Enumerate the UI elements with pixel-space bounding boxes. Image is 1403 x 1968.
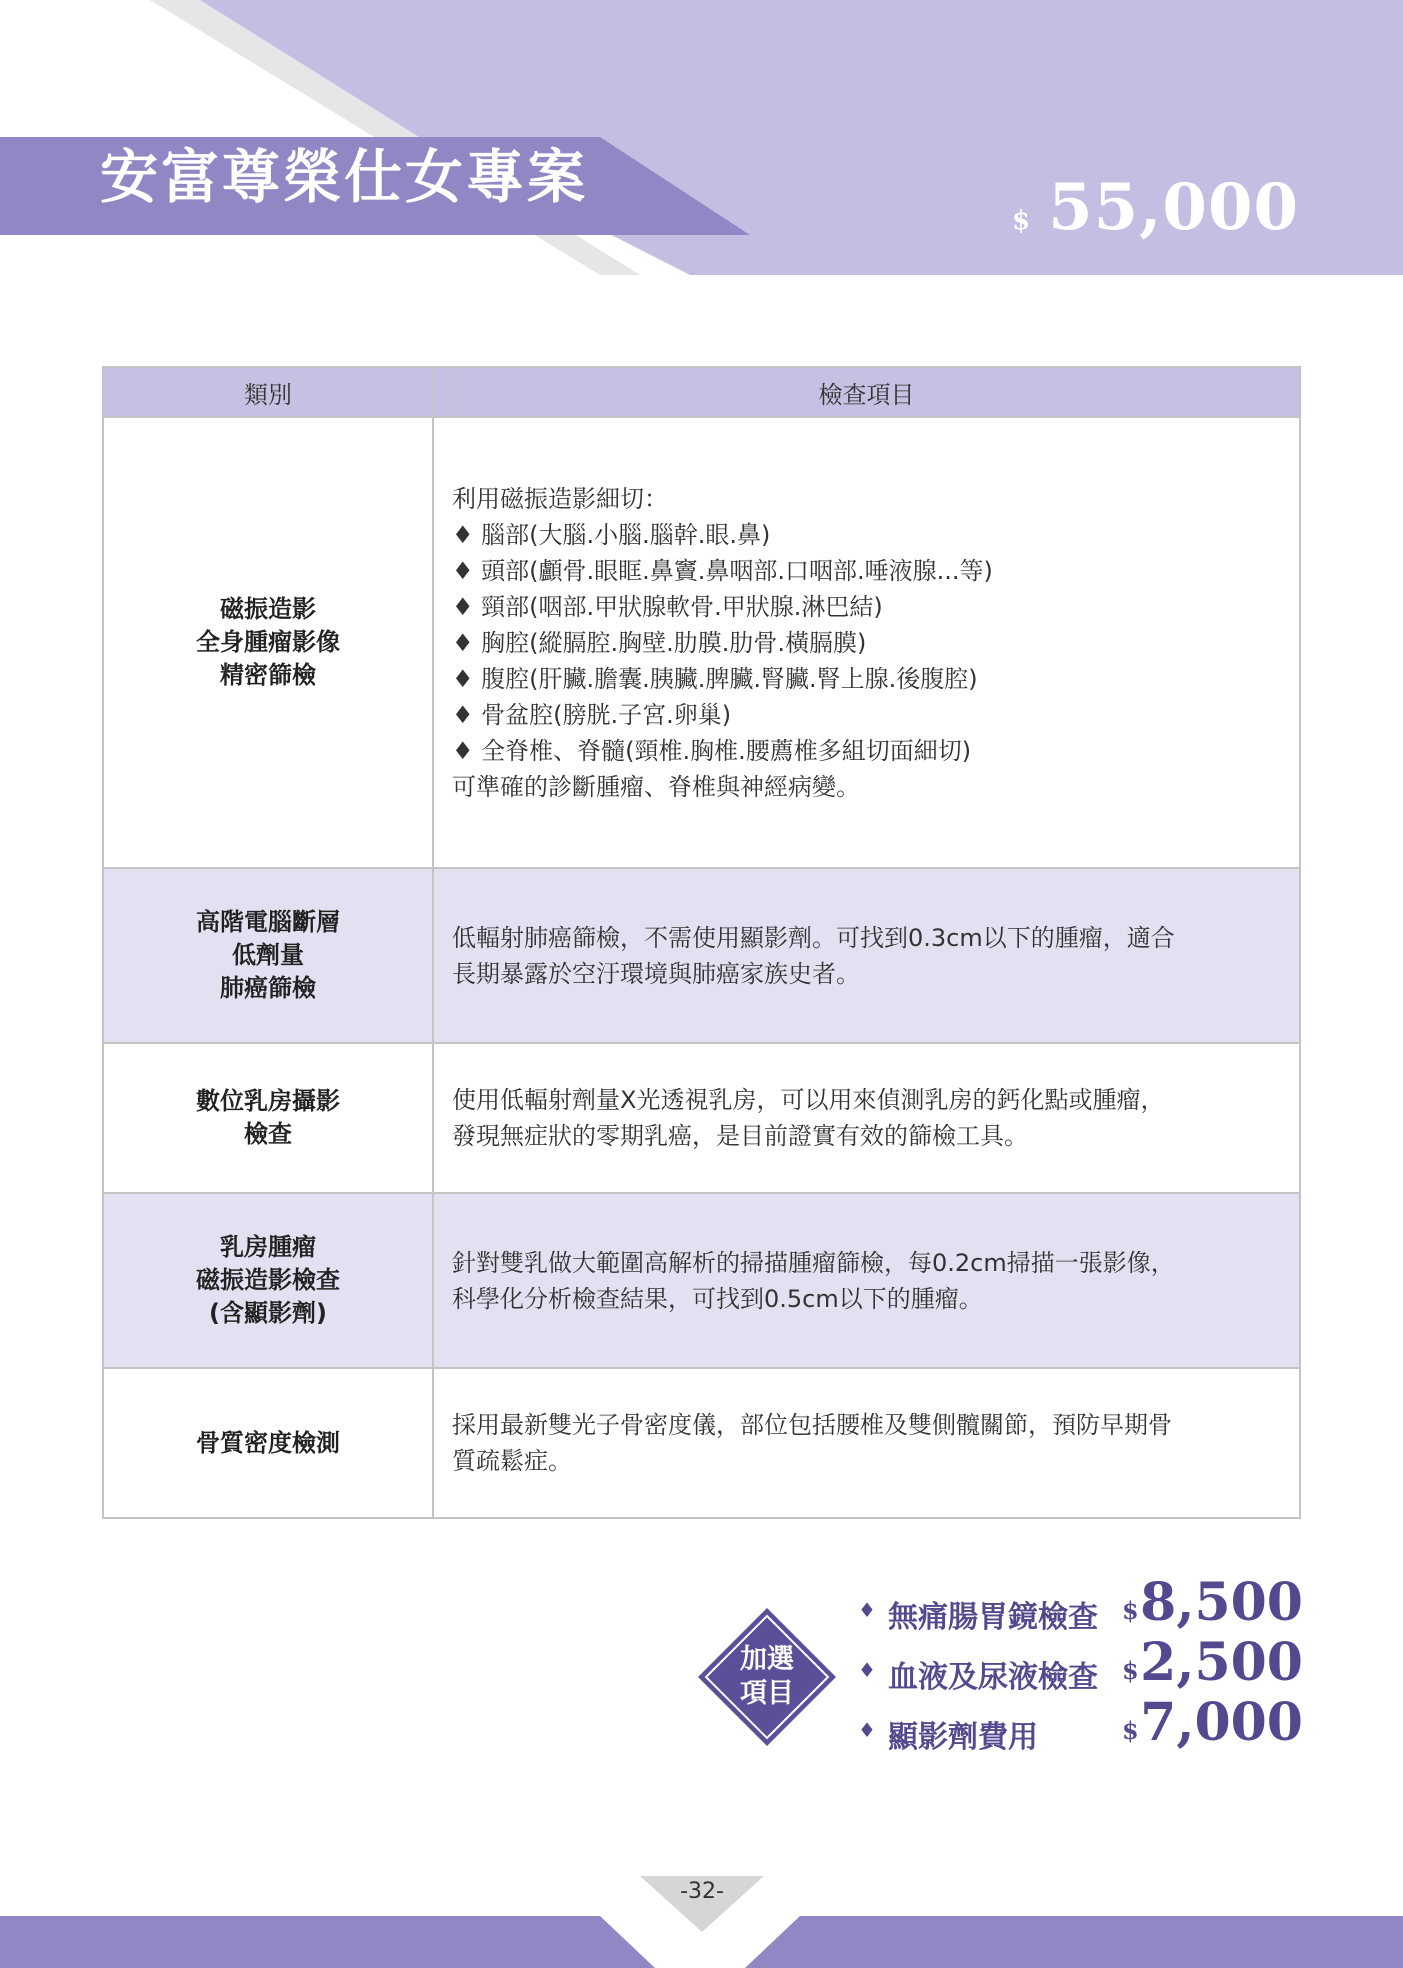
addon-item (858, 1574, 1303, 1634)
addon-item-price: 7,000 (1140, 1692, 1303, 1753)
description-line: ♦ 頸部(咽部.甲狀腺軟骨.甲狀腺.淋巴結) (452, 592, 883, 621)
description-line: 長期暴露於空汙環境與肺癌家族史者。 (452, 959, 860, 988)
package-price (1011, 170, 1299, 245)
addon-badge-label (697, 1643, 837, 1711)
package-price-currency: $ (1011, 206, 1031, 236)
description-line: ♦ 骨盆腔(膀胱.子宮.卵巢) (452, 700, 732, 729)
table-row (103, 868, 1300, 1043)
addon-list (858, 1574, 1303, 1754)
row-category (103, 1043, 433, 1193)
package-price-amount: 55,000 (1048, 170, 1299, 245)
category-line: 肺癌篩檢 (220, 974, 316, 1002)
category-line: 數位乳房攝影 (196, 1087, 340, 1115)
table-row (103, 417, 1300, 868)
addon-badge-line: 項目 (740, 1678, 794, 1709)
exam-table (102, 366, 1301, 1519)
category-line: (含顯影劑) (209, 1299, 327, 1327)
category-line: 低劑量 (232, 941, 304, 969)
description-line: 低輻射肺癌篩檢，不需使用顯影劑。可找到0.3cm以下的腫瘤，適合 (452, 923, 1175, 952)
row-category (103, 1368, 433, 1518)
addon-item-currency: $ (1122, 1596, 1139, 1625)
category-line: 檢查 (244, 1120, 292, 1148)
addon-item-name: 顯影劑費用 (888, 1720, 1038, 1755)
footer-band (0, 1862, 1403, 1968)
row-category (103, 868, 433, 1043)
addon-item (858, 1634, 1303, 1694)
description-line: 發現無症狀的零期乳癌，是目前證實有效的篩檢工具。 (452, 1122, 1028, 1150)
addon-item-currency: $ (1122, 1656, 1139, 1685)
description-line: ♦ 胸腔(縱膈腔.胸壁.肋膜.肋骨.橫膈膜) (452, 628, 867, 657)
addon-badge-line: 加選 (740, 1644, 794, 1675)
addon-item-price: 8,500 (1140, 1572, 1303, 1633)
bullet-icon: ♦ (858, 1718, 876, 1742)
description-line: 利用磁振造影細切： (452, 484, 668, 513)
category-line: 乳房腫瘤 (220, 1233, 316, 1261)
row-description (433, 1193, 1300, 1368)
description-line: 使用低輻射劑量X光透視乳房，可以用來偵測乳房的鈣化點或腫瘤， (452, 1086, 1165, 1114)
table-row (103, 1193, 1300, 1368)
page-title: 安富尊榮仕女專案 (100, 143, 589, 211)
addon-item-price: 2,500 (1140, 1632, 1303, 1693)
row-description (433, 868, 1300, 1043)
category-line: 高階電腦斷層 (196, 908, 340, 936)
bullet-icon: ♦ (858, 1598, 876, 1622)
category-line: 磁振造影 (220, 595, 316, 623)
bullet-icon: ♦ (858, 1658, 876, 1682)
table-row (103, 1368, 1300, 1518)
column-header-items: 檢查項目 (433, 367, 1300, 417)
row-category (103, 1193, 433, 1368)
description-line: 採用最新雙光子骨密度儀，部位包括腰椎及雙側髖關節，預防早期骨 (452, 1411, 1172, 1439)
category-line: 磁振造影檢查 (196, 1266, 340, 1294)
addon-item-name: 無痛腸胃鏡檢查 (888, 1600, 1098, 1635)
addon-item-currency: $ (1122, 1716, 1139, 1745)
addon-item (858, 1694, 1303, 1754)
table-header-row (103, 367, 1300, 417)
description-line: 科學化分析檢查結果，可找到0.5cm以下的腫瘤。 (452, 1284, 983, 1313)
description-line: 可準確的診斷腫瘤、脊椎與神經病變。 (452, 772, 860, 801)
addon-badge (697, 1607, 837, 1747)
category-line: 骨質密度檢測 (196, 1428, 340, 1457)
description-line: ♦ 全脊椎、脊髓(頸椎.胸椎.腰薦椎多組切面細切) (452, 736, 972, 765)
row-description (433, 1368, 1300, 1518)
category-line: 全身腫瘤影像 (196, 628, 340, 656)
column-header-category: 類別 (103, 367, 433, 417)
row-category (103, 417, 433, 868)
addon-item-name: 血液及尿液檢查 (888, 1660, 1098, 1695)
description-line: ♦ 頭部(顱骨.眼眶.鼻竇.鼻咽部.口咽部.唾液腺...等) (452, 556, 993, 585)
description-line: ♦ 腦部(大腦.小腦.腦幹.眼.鼻) (452, 520, 771, 549)
description-line: 針對雙乳做大範圍高解析的掃描腫瘤篩檢，每0.2cm掃描一張影像， (452, 1248, 1175, 1277)
table-row (103, 1043, 1300, 1193)
page-number: -32- (680, 1879, 724, 1904)
description-line: ♦ 腹腔(肝臟.膽囊.胰臟.脾臟.腎臟.腎上腺.後腹腔) (452, 664, 978, 693)
row-description (433, 417, 1300, 868)
description-line: 質疏鬆症。 (452, 1447, 572, 1475)
category-line: 精密篩檢 (220, 661, 316, 689)
row-description (433, 1043, 1300, 1193)
